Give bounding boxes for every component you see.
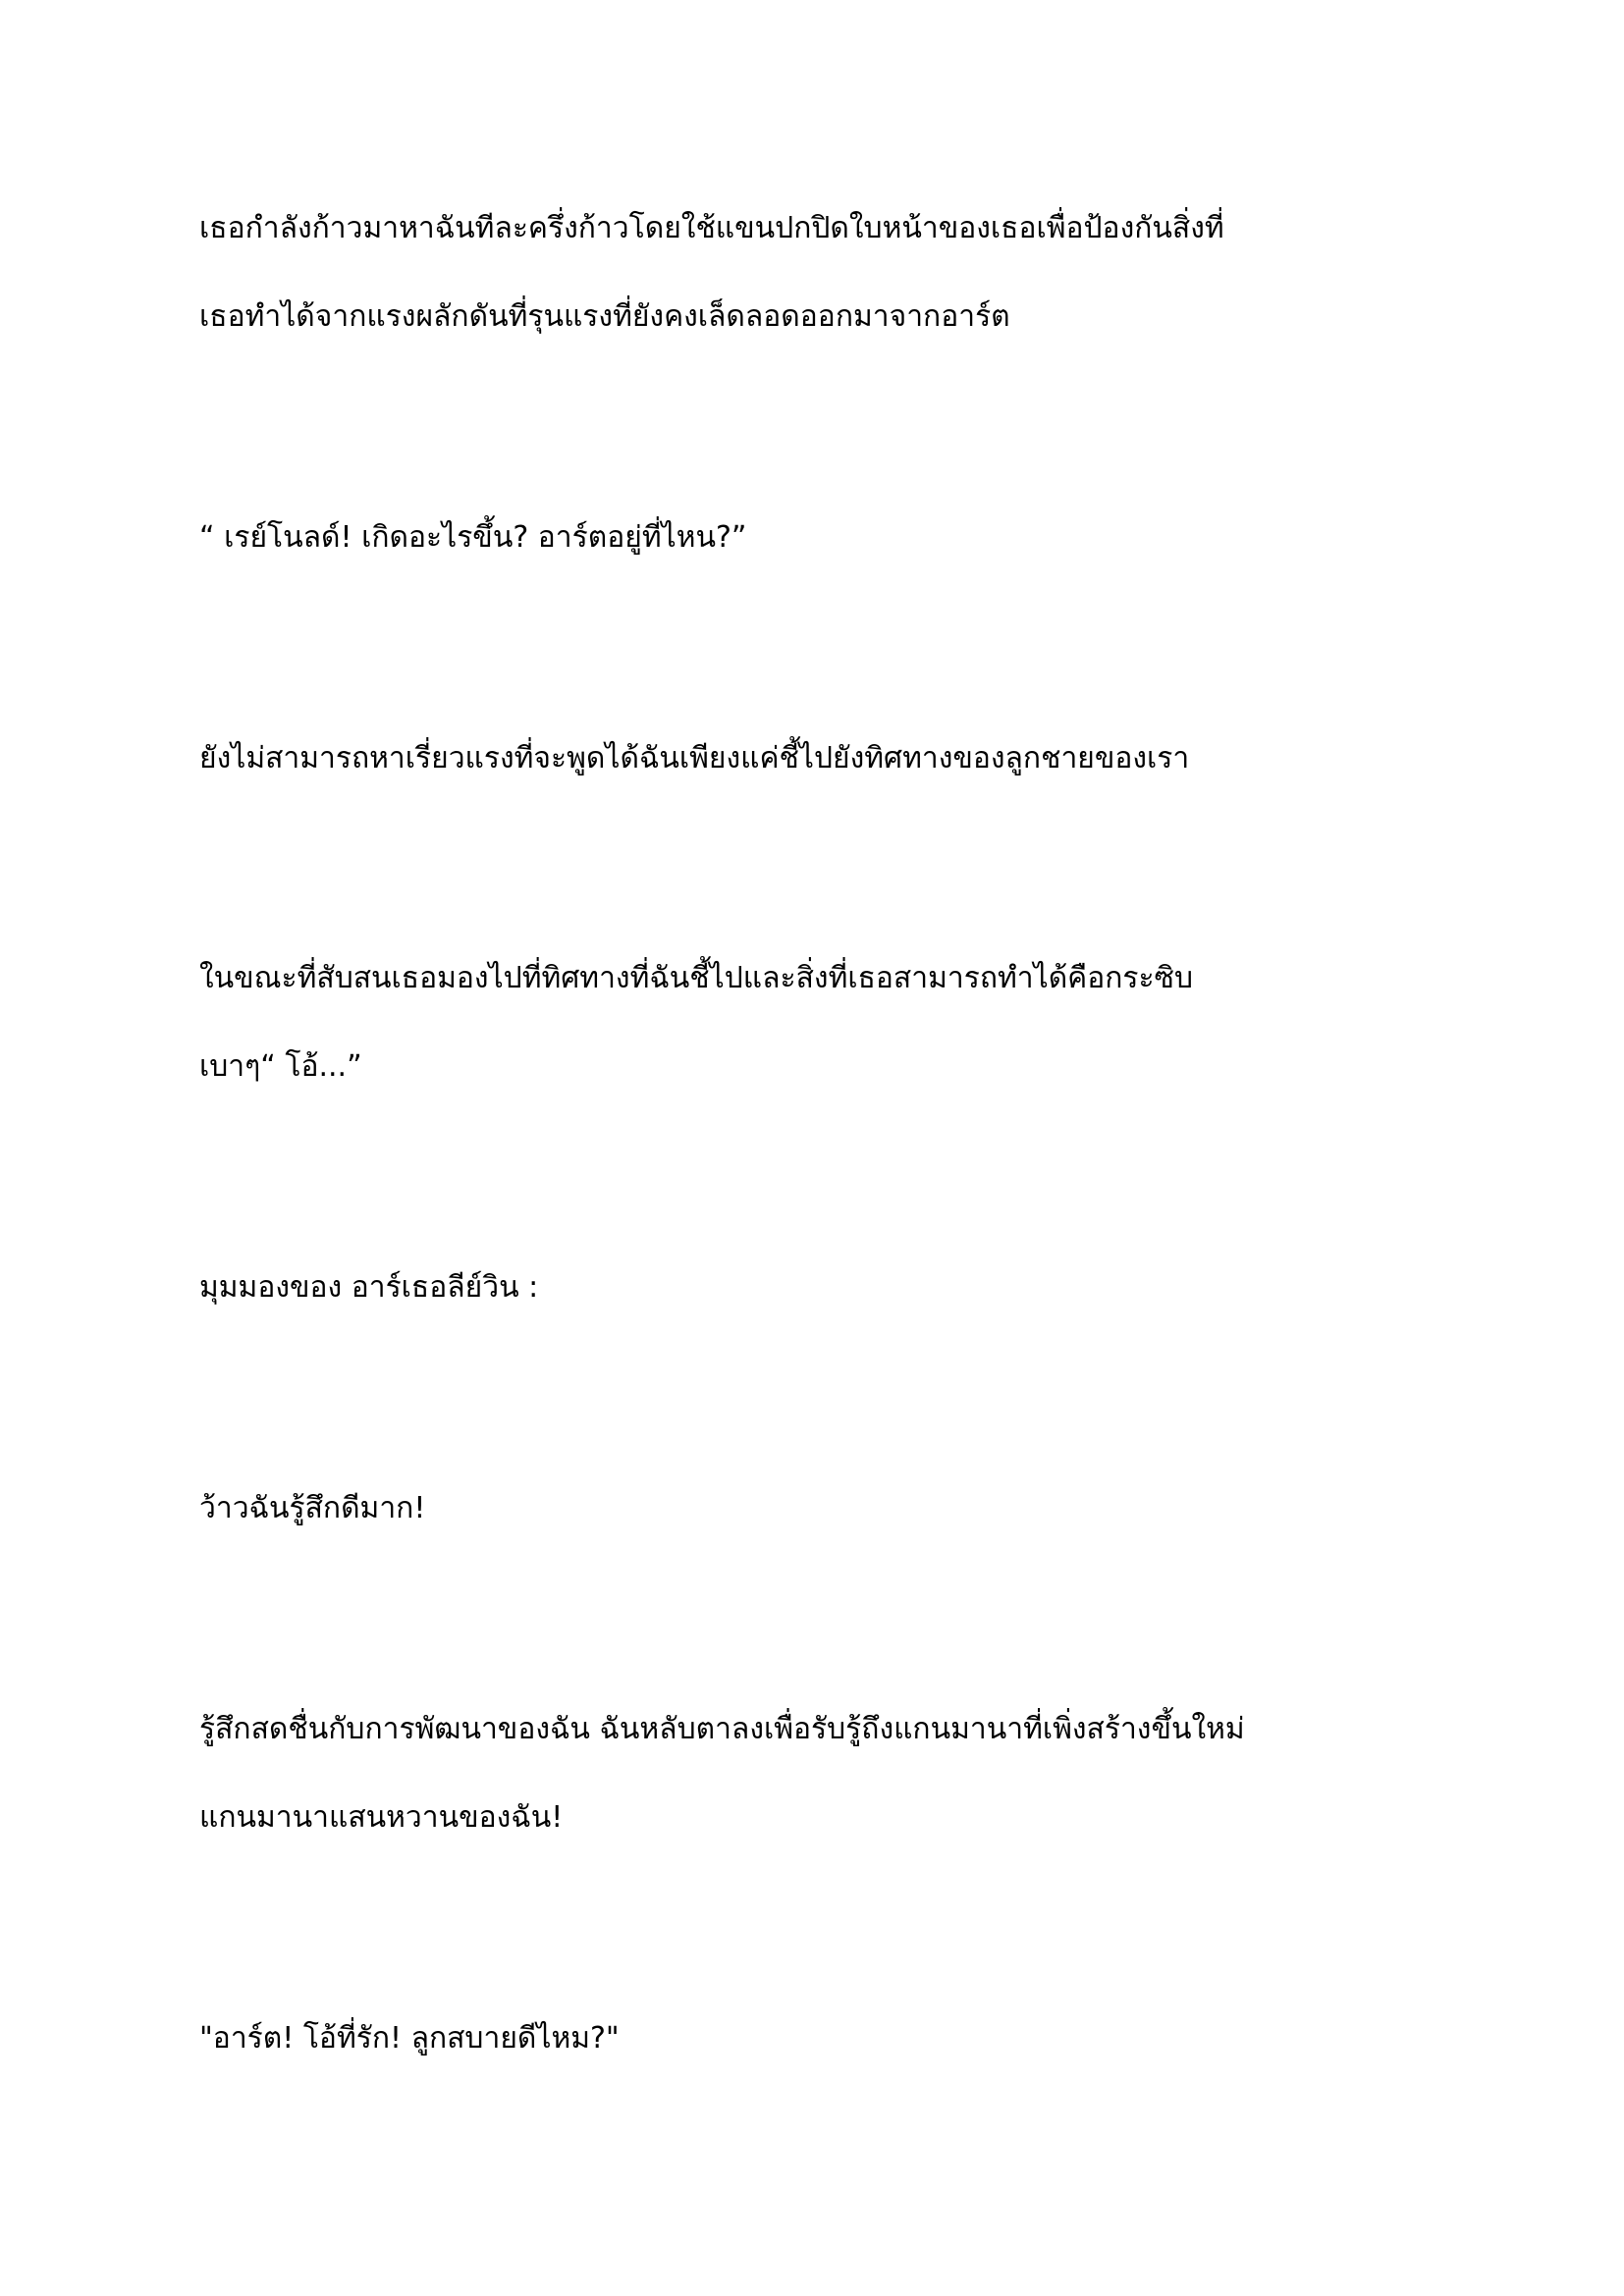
paragraph-line: รู้สึกสดชื่นกับการพัฒนาของฉัน ฉันหลับตาลงเพื่อรับรู้ถึงแกนมานาที่เพิ่งสร้างขึ้นใหม่: [199, 1712, 1245, 1746]
paragraph-line: เธอทำได้จากแรงผลักดันที่รุนแรงที่ยังคงเล็ดลอดออกมาจากอาร์ต: [199, 299, 1010, 334]
dialogue-line: "อาร์ต! โอ้ที่รัก! ลูกสบายดีไหม?": [199, 2021, 620, 2056]
paragraph-line: ยังไม่สามารถหาเรี่ยวแรงที่จะพูดได้ฉันเพียงแค่ชี้ไปยังทิศทางของลูกชายของเรา: [199, 741, 1190, 775]
paragraph-line: เบาๆ“ โอ้...”: [199, 1049, 362, 1084]
paragraph-line: เธอกำลังก้าวมาหาฉันทีละครึ่งก้าวโดยใช้แขนปกปิดใบหน้าของเธอเพื่อป้องกันสิ่งที่: [199, 211, 1224, 245]
paragraph-line: แกนมานาแสนหวานของฉัน!: [199, 1800, 564, 1835]
section-heading: มุมมองของ อาร์เธอลีย์วิน :: [199, 1270, 539, 1305]
dialogue-line: “ เรย์โนลด์! เกิดอะไรขึ้น? อาร์ตอยู่ที่ไหน?”: [199, 520, 747, 555]
paragraph-line: ในขณะที่สับสนเธอมองไปที่ทิศทางที่ฉันชี้ไปและสิ่งที่เธอสามารถทำได้คือกระซิบ: [199, 961, 1194, 995]
paragraph-line: ว้าวฉันรู้สึกดีมาก!: [199, 1491, 426, 1525]
